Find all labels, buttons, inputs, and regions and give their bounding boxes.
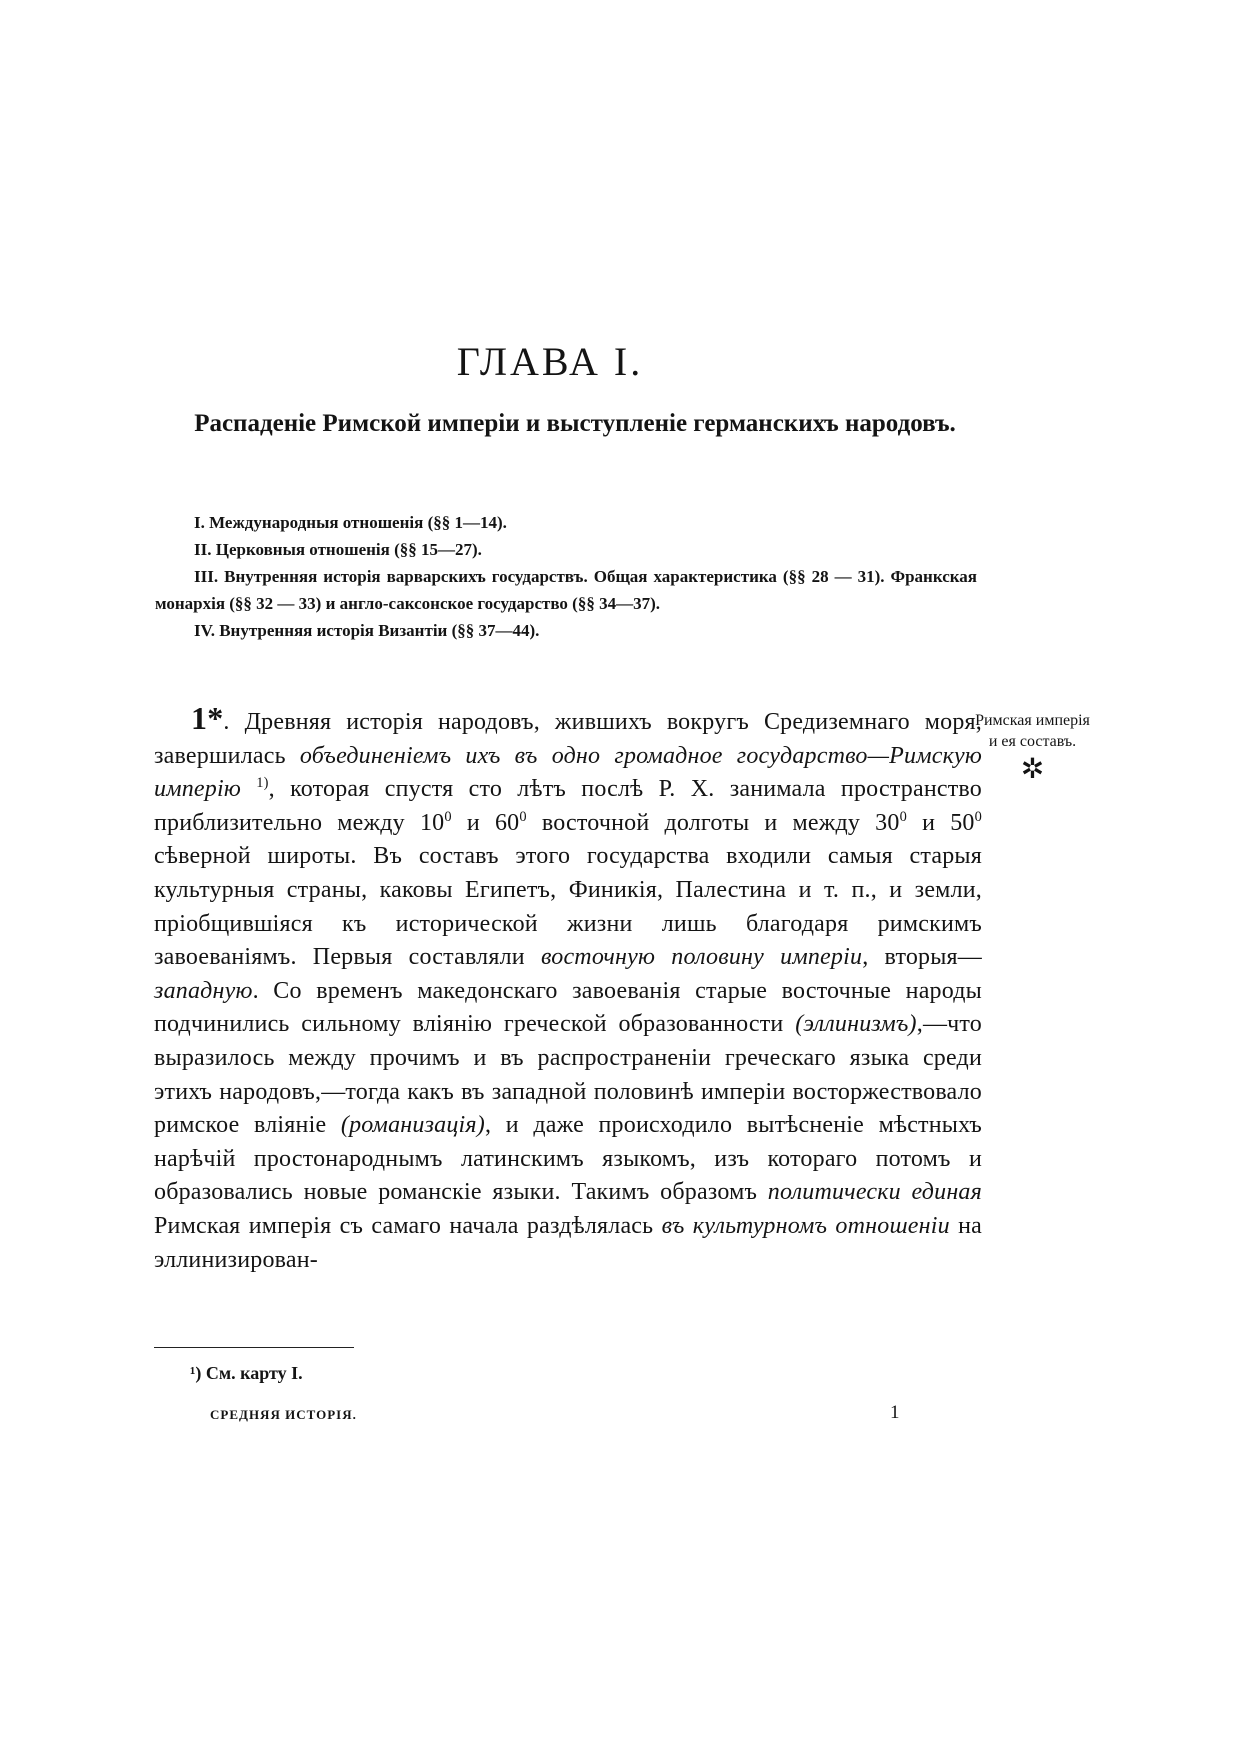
asterisk-mark-icon: ✲ (1020, 754, 1045, 785)
margin-note (975, 710, 1090, 784)
footer-book-title: СРЕДНЯЯ ИСТОРІЯ. (210, 1407, 357, 1422)
emphasis-text: (романизація) (340, 1112, 485, 1139)
emphasis-text: объединеніемъ ихъ въ одно громадное государство—Римскую имперію (154, 742, 983, 803)
text-run: Римская имперія съ самаго начала раздѣлялась (154, 1212, 662, 1239)
emphasis-text: въ культурномъ отношеніи (661, 1212, 950, 1239)
degree-mark: 0 (974, 808, 983, 825)
text-run: на эллинизирован- (154, 1212, 982, 1273)
paragraph-number: 1* (191, 700, 224, 736)
chapter-subtitle: Распаденіе Римской имперіи и выступленіе германскихъ народовъ. (194, 410, 956, 437)
contents-item: III. Внутренняя исторія варварскихъ государствъ. Общая характеристика (§§ 28 — 31). Франкская монархія (§§ 32 — 33) и англо-саксонское государство (§§ 34—37). (155, 567, 977, 613)
main-text (154, 702, 982, 1277)
chapter-title: ГЛАВА I. (456, 339, 644, 384)
text-run: . Древняя исторія народовъ, жившихъ вокругъ Средиземнаго моря, завершилась (154, 709, 982, 769)
paragraph (154, 702, 982, 1277)
emphasis-text: политически единая (767, 1179, 982, 1206)
text-run: , и даже происходило вытѣсненіе мѣстныхъ нарѣчій простонароднымъ латинскимъ языкомъ, изъ котораго потомъ и образовались новые романскіе языки. Такимъ образомъ (154, 1112, 982, 1206)
contents-item: II. Церковныя отношенія (§§ 15—27). (194, 540, 482, 559)
degree-mark: 0 (899, 808, 907, 825)
margin-note-text: Римская имперія и ея составъ. (975, 712, 1090, 750)
degree-mark: 0 (444, 808, 452, 825)
emphasis-text: западную (154, 977, 253, 1004)
footnote-divider (154, 1347, 354, 1348)
chapter-contents (155, 509, 977, 644)
text-run: сѣверной широты. Въ составъ этого государства входили самыя старыя культурныя страны, каковы Египетъ, Финикія, Палестина и т. п., и земли, пріобщившіяся къ исторической жизни лишь благодаря римскимъ завоеваніямъ. Первыя составляли (154, 843, 982, 971)
text-run: и 60 (451, 809, 520, 836)
text-run: , которая спустя сто лѣтъ послѣ Р. Х. занимала пространство приблизительно между 10 (154, 776, 982, 836)
degree-mark: 0 (519, 808, 527, 825)
text-run: ,—что выразилось между прочимъ и въ распространеніи греческаго языка среди этихъ народовъ,—тогда какъ въ западной половинѣ имперіи восторжествовало римское вліяніе (154, 1011, 982, 1139)
contents-item: IV. Внутренняя исторія Византіи (§§ 37—44). (194, 621, 540, 640)
page-number: 1 (890, 1402, 900, 1423)
text-run: , вторыя— (862, 944, 982, 971)
text-run: и 50 (907, 809, 975, 836)
text-run: восточной долготы и между 30 (526, 809, 900, 836)
emphasis-text: восточную половину имперіи (540, 944, 863, 971)
contents-item: I. Международныя отношенія (§§ 1—14). (194, 513, 507, 532)
footnote-ref: 1) (256, 775, 269, 792)
emphasis-text: (эллинизмъ) (795, 1011, 917, 1038)
footnote: ¹) См. карту I. (190, 1363, 303, 1383)
text-run: . Со временъ македонскаго завоеванія старые восточные народы подчинились сильному вліянію греческой образованности (154, 977, 982, 1038)
